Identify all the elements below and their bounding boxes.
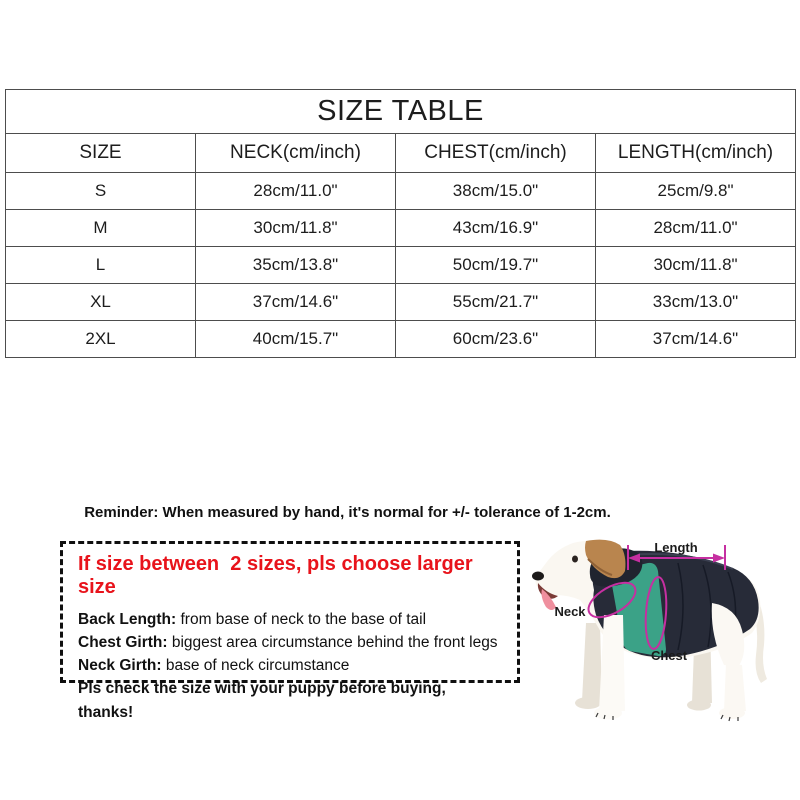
cell-length: 33cm/13.0" — [596, 284, 796, 321]
dog-measurement-diagram — [528, 515, 800, 730]
table-header-row — [6, 134, 796, 173]
cell-neck: 40cm/15.7" — [196, 321, 396, 358]
cell-neck: 30cm/11.8" — [196, 210, 396, 247]
cell-chest: 43cm/16.9" — [396, 210, 596, 247]
note-label: Chest Girth: — [78, 634, 168, 651]
cell-length: 37cm/14.6" — [596, 321, 796, 358]
table-row — [6, 284, 796, 321]
cell-chest: 50cm/19.7" — [396, 247, 596, 284]
size-table — [5, 89, 796, 358]
note-line-back-length — [78, 608, 504, 631]
note-box — [60, 541, 520, 721]
dog-near-hind-paw — [719, 707, 745, 719]
dog-far-front-leg — [582, 623, 602, 701]
cell-size: 2XL — [6, 321, 196, 358]
note-headline: If size between 2 sizes, pls choose larger size — [78, 553, 479, 598]
cell-length: 25cm/9.8" — [596, 173, 796, 210]
cell-size: S — [6, 173, 196, 210]
cell-chest: 38cm/15.0" — [396, 173, 596, 210]
note-text: biggest area circumstance behind the front legs — [167, 634, 498, 651]
dog-nose — [532, 572, 544, 581]
col-header-length: LENGTH(cm/inch) — [596, 134, 796, 173]
neck-label: Neck — [554, 604, 586, 619]
dog-near-hind-shin — [724, 663, 746, 711]
cell-length: 30cm/11.8" — [596, 247, 796, 284]
dog-near-front-paw — [594, 707, 622, 720]
dog-far-hind-paw — [687, 700, 711, 711]
size-table-title: SIZE TABLE — [6, 90, 796, 134]
table-row — [6, 247, 796, 284]
cell-neck: 28cm/11.0" — [196, 173, 396, 210]
cell-neck: 35cm/13.8" — [196, 247, 396, 284]
cell-chest: 55cm/21.7" — [396, 284, 596, 321]
note-line-neck-girth — [78, 654, 504, 677]
table-row — [6, 210, 796, 247]
cell-chest: 60cm/23.6" — [396, 321, 596, 358]
note-line-chest-girth — [78, 631, 504, 654]
dog-eye — [572, 556, 578, 563]
cell-neck: 37cm/14.6" — [196, 284, 396, 321]
cell-length: 28cm/11.0" — [596, 210, 796, 247]
cell-size: L — [6, 247, 196, 284]
note-label: Back Length: — [78, 611, 177, 628]
col-header-neck: NECK(cm/inch) — [196, 134, 396, 173]
dog-far-front-paw — [575, 697, 601, 709]
note-text: from base of neck to the base of tail — [176, 611, 427, 628]
note-footer: Pls check the size with your puppy before buying, thanks! — [78, 680, 446, 721]
table-row — [6, 173, 796, 210]
table-row — [6, 321, 796, 358]
table-title-row — [6, 90, 796, 134]
note-text: base of neck circumstance — [161, 657, 350, 674]
cell-size: M — [6, 210, 196, 247]
reminder-text: Reminder: When measured by hand, it's normal for +/- tolerance of 1-2cm. — [84, 504, 611, 521]
note-label: Neck Girth: — [78, 657, 162, 674]
length-label: Length — [654, 540, 698, 555]
length-arrowhead-right — [713, 554, 725, 563]
cell-size: XL — [6, 284, 196, 321]
chest-label: Chest — [650, 648, 688, 663]
col-header-size: SIZE — [6, 134, 196, 173]
col-header-chest: CHEST(cm/inch) — [396, 134, 596, 173]
